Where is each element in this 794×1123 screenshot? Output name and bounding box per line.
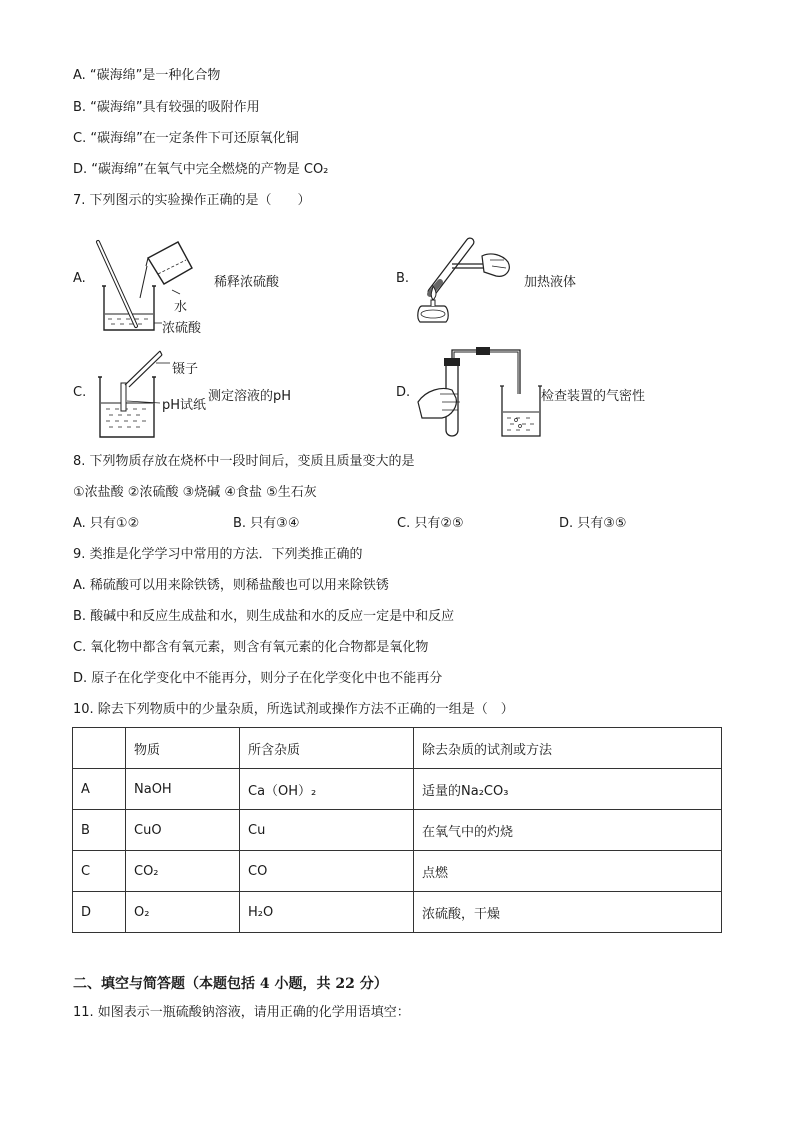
- table-cell: A: [73, 769, 126, 810]
- table-cell: 在氧气中的灼烧: [414, 810, 722, 851]
- q7-c-label-tweezers: 镊子: [172, 362, 199, 377]
- table-header-row: [73, 728, 722, 769]
- q7-d-letter: D.: [396, 385, 411, 400]
- table-header-cell: 除去杂质的试剂或方法: [414, 728, 722, 769]
- q9-option-c: C. 氧化物中都含有氧元素，则含有氧元素的化合物都是氧化物: [73, 640, 429, 655]
- q10-stem: 10. 除去下列物质中的少量杂质，所选试剂或操作方法不正确的一组是（ ）: [73, 702, 514, 717]
- table-cell: 点燃: [414, 851, 722, 892]
- q6-option-c: C. “碳海绵”在一定条件下可还原氧化铜: [73, 131, 299, 146]
- q7-b-caption: 加热液体: [524, 275, 577, 290]
- table-row: [73, 892, 722, 933]
- q8-stem: 8. 下列物质存放在烧杯中一段时间后，变质且质量变大的是: [73, 454, 415, 469]
- q9-option-d: D. 原子在化学变化中不能再分，则分子在化学变化中也不能再分: [73, 671, 443, 686]
- table-cell: CO: [240, 851, 414, 892]
- q6-option-a: A. “碳海绵”是一种化合物: [73, 68, 221, 83]
- q7-d-caption: 检查装置的气密性: [541, 389, 646, 404]
- q9-option-a: A. 稀硫酸可以用来除铁锈，则稀盐酸也可以用来除铁锈: [73, 578, 389, 593]
- table-cell: CO₂: [126, 851, 240, 892]
- table-cell: NaOH: [126, 769, 240, 810]
- q7-a-label-acid: 浓硫酸: [162, 321, 202, 336]
- table-row: [73, 810, 722, 851]
- table-row: [73, 769, 722, 810]
- q7-a-figure: [92, 238, 222, 338]
- table-cell: O₂: [126, 892, 240, 933]
- table-header-cell: 物质: [126, 728, 240, 769]
- table-cell: D: [73, 892, 126, 933]
- table-header-cell: [73, 728, 126, 769]
- q6-option-b: B. “碳海绵”具有较强的吸附作用: [73, 100, 260, 115]
- q7-c-caption: 测定溶液的pH: [208, 389, 292, 404]
- q7-c-letter: C.: [73, 385, 87, 400]
- q6-option-d: D. “碳海绵”在氧气中完全燃烧的产物是 CO₂: [73, 162, 329, 177]
- q7-b-figure: [412, 234, 520, 330]
- table-cell: Ca（OH）₂: [240, 769, 414, 810]
- table-cell: 适量的Na₂CO₃: [414, 769, 722, 810]
- q10-table: [72, 727, 722, 933]
- q7-a-caption: 稀释浓硫酸: [214, 275, 280, 290]
- q8-option-c: C. 只有②⑤: [397, 516, 464, 531]
- table-cell: Cu: [240, 810, 414, 851]
- table-cell: H₂O: [240, 892, 414, 933]
- q7-a-label-water: 水: [174, 300, 188, 315]
- q7-b-letter: B.: [396, 271, 410, 286]
- q7-a-letter: A.: [73, 271, 86, 286]
- q8-option-d: D. 只有③⑤: [559, 516, 627, 531]
- section-title: 二、填空与简答题（本题包括 4 小题，共 22 分）: [73, 976, 388, 992]
- q7-d-figure: [412, 346, 542, 442]
- q8-items: ①浓盐酸 ②浓硫酸 ③烧碱 ④食盐 ⑤生石灰: [73, 485, 317, 500]
- q9-stem: 9. 类推是化学学习中常用的方法．下列类推正确的: [73, 547, 363, 562]
- q9-option-b: B. 酸碱中和反应生成盐和水，则生成盐和水的反应一定是中和反应: [73, 609, 455, 624]
- table-row: [73, 851, 722, 892]
- table-cell: CuO: [126, 810, 240, 851]
- table-cell: B: [73, 810, 126, 851]
- q11-stem: 11. 如图表示一瓶硫酸钠溶液，请用正确的化学用语填空：: [73, 1005, 410, 1020]
- q7-c-label-paper: pH试纸: [162, 398, 207, 413]
- q8-option-b: B. 只有③④: [233, 516, 300, 531]
- q7-stem: 7. 下列图示的实验操作正确的是（ ）: [73, 193, 311, 208]
- q8-option-a: A. 只有①②: [73, 516, 140, 531]
- table-header-cell: 所含杂质: [240, 728, 414, 769]
- table-cell: 浓硫酸，干燥: [414, 892, 722, 933]
- table-cell: C: [73, 851, 126, 892]
